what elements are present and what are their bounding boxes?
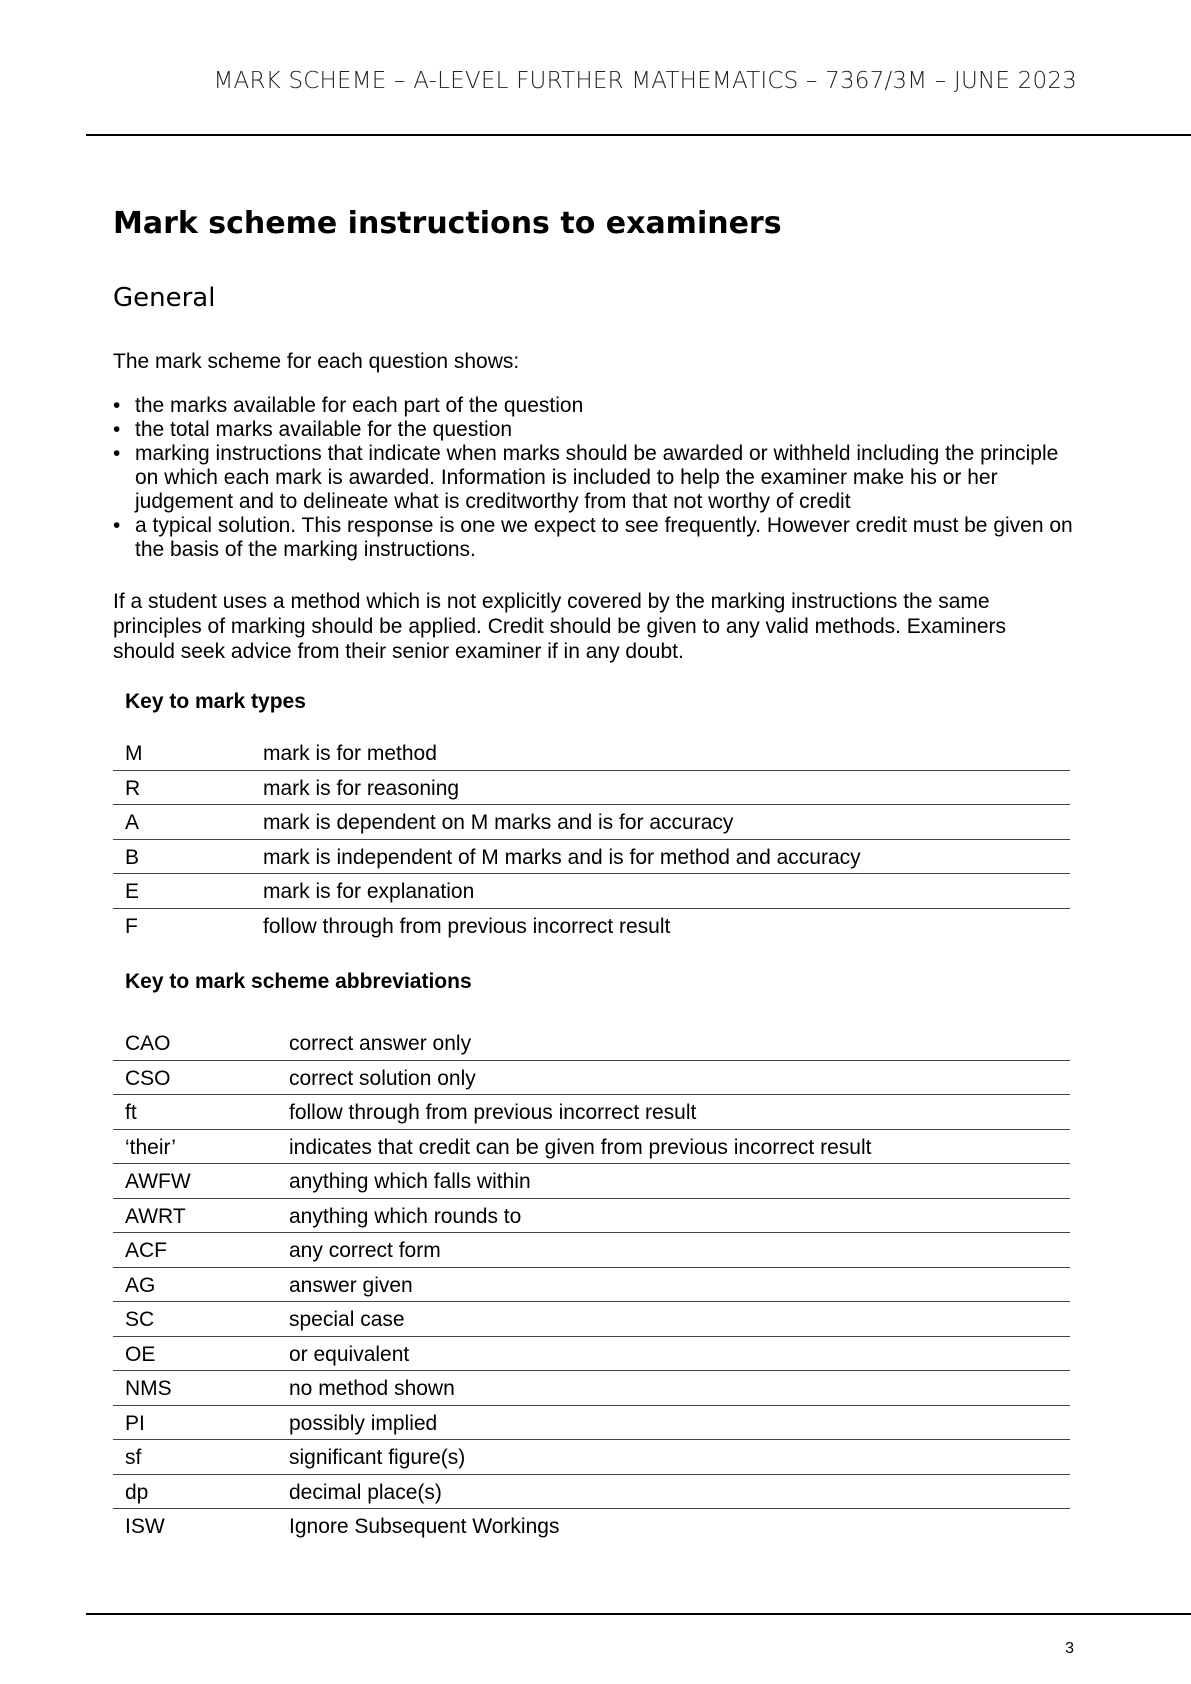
abbreviation-meaning: Ignore Subsequent Workings [289, 1515, 560, 1538]
abbreviation-code: ACF [125, 1239, 167, 1262]
table-row [113, 771, 1070, 806]
mark-code: F [125, 914, 138, 938]
abbreviation-code: AWRT [125, 1204, 186, 1228]
table-row [113, 1371, 1070, 1406]
table-row [113, 1061, 1070, 1096]
abbreviation-code: NMS [125, 1377, 172, 1400]
abbreviation-code: SC [125, 1308, 155, 1331]
abbreviation-code: AWFW [125, 1170, 191, 1193]
page-title: Mark scheme instructions to examiners [113, 206, 782, 241]
mark-meaning: mark is dependent on M marks and is for accuracy [263, 811, 734, 834]
table-row [113, 736, 1070, 771]
mark-meaning: mark is for explanation [263, 880, 475, 903]
abbreviation-code: PI [125, 1411, 145, 1435]
mark-code: E [125, 880, 140, 903]
bullet-item: • marking instructions that indicate when marks should be awarded or withheld including the principle on which each mark is awarded. Information is included to help the examiner make his or her judgement and to delineate what is creditworthy from that not worthy of credit [113, 442, 1073, 514]
mark-types-table [113, 736, 1070, 943]
abbreviations-table [113, 1026, 1070, 1544]
mark-code: M [125, 742, 143, 765]
intro-text: The mark scheme for each question shows: [113, 350, 520, 373]
mark-meaning: mark is for method [263, 742, 437, 765]
table-row [113, 1233, 1070, 1268]
table-row [113, 1026, 1070, 1061]
mark-meaning: follow through from previous incorrect result [263, 914, 671, 938]
table-row [113, 1302, 1070, 1337]
abbreviation-meaning: decimal place(s) [289, 1480, 442, 1504]
abbreviation-code: AG [125, 1273, 156, 1297]
abbreviation-meaning: answer given [289, 1273, 413, 1297]
abbreviation-meaning: correct solution only [289, 1066, 476, 1090]
abbreviation-meaning: correct answer only [289, 1032, 472, 1055]
mark-code: B [125, 845, 140, 869]
bullet-item: • the total marks available for the question [113, 418, 1073, 442]
method-paragraph: If a student uses a method which is not explicitly covered by the marking instructions the same principles of marking should be applied. Credit should be given to any valid methods. Examiners should seek advice from their senior examiner if in any doubt. [113, 590, 1006, 663]
table-row [113, 1337, 1070, 1372]
running-header: MARK SCHEME – A-LEVEL FURTHER MATHEMATICS – 7367/3M – JUNE 2023 [213, 68, 1077, 94]
footer-divider [86, 1613, 1191, 1615]
mark-types-heading: Key to mark types [125, 690, 306, 713]
abbreviation-code: ISW [125, 1515, 165, 1538]
abbreviation-code: CAO [125, 1032, 171, 1055]
abbreviation-meaning: follow through from previous incorrect result [289, 1101, 697, 1124]
bullet-item: • a typical solution. This response is one we expect to see frequently. However credit must be given on the basis of the marking instructions. [113, 514, 1073, 562]
abbreviation-code: OE [125, 1342, 156, 1366]
table-row [113, 805, 1070, 840]
mark-meaning: mark is for reasoning [263, 776, 460, 800]
table-row [113, 1164, 1070, 1199]
abbreviation-meaning: possibly implied [289, 1411, 438, 1435]
abbreviation-meaning: special case [289, 1308, 405, 1331]
table-row [113, 1130, 1070, 1165]
abbreviation-code: sf [125, 1446, 142, 1469]
mark-code: R [125, 776, 141, 800]
bullet-item: • the marks available for each part of the question [113, 394, 1073, 418]
table-row [113, 1475, 1070, 1510]
abbreviation-code: dp [125, 1480, 149, 1504]
abbreviation-code: ‘their’ [125, 1135, 176, 1159]
table-row [113, 1406, 1070, 1441]
abbreviation-meaning: any correct form [289, 1239, 441, 1262]
mark-meaning: mark is independent of M marks and is for method and accuracy [263, 845, 861, 869]
section-heading-general: General [113, 283, 216, 313]
mark-code: A [125, 811, 140, 834]
table-row [113, 1268, 1070, 1303]
abbreviation-code: CSO [125, 1066, 171, 1090]
page-number: 3 [1065, 1640, 1074, 1657]
table-row [113, 1509, 1070, 1544]
abbreviation-meaning: significant figure(s) [289, 1446, 466, 1469]
table-row [113, 1199, 1070, 1234]
abbreviation-meaning: or equivalent [289, 1342, 410, 1366]
table-row [113, 840, 1070, 875]
bullet-list [113, 394, 1073, 562]
abbreviation-code: ft [125, 1101, 137, 1124]
table-row [113, 874, 1070, 909]
table-row [113, 1095, 1070, 1130]
header-divider [86, 134, 1191, 136]
abbreviation-meaning: indicates that credit can be given from previous incorrect result [289, 1135, 872, 1159]
abbreviation-meaning: anything which falls within [289, 1170, 531, 1193]
table-row [113, 909, 1070, 944]
abbreviations-heading: Key to mark scheme abbreviations [125, 970, 472, 993]
table-row [113, 1440, 1070, 1475]
abbreviation-meaning: no method shown [289, 1377, 455, 1400]
abbreviation-meaning: anything which rounds to [289, 1204, 522, 1228]
